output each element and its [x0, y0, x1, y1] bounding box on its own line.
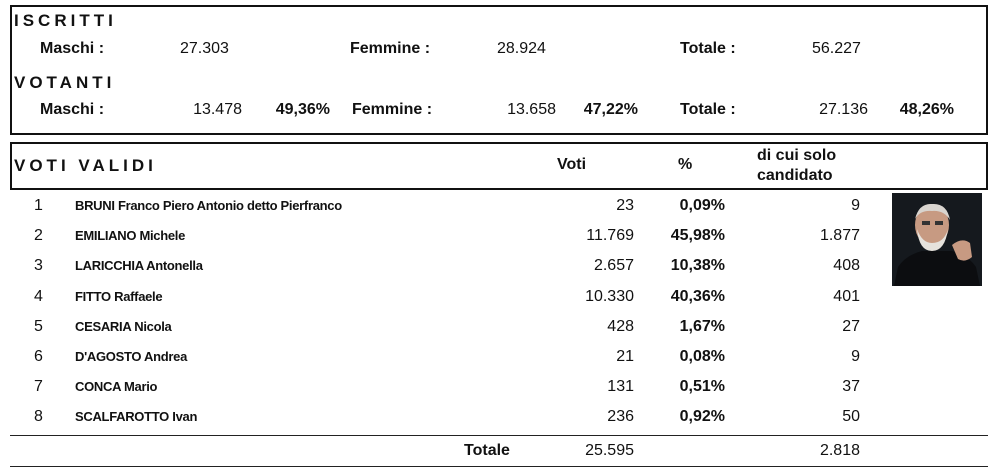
- votanti-totale-pct: 48,26%: [899, 101, 954, 118]
- candidate-votes: 10.330: [585, 288, 634, 305]
- candidate-pct: 0,08%: [679, 348, 725, 365]
- candidate-pct: 0,51%: [679, 378, 725, 395]
- totale-label: Totale: [464, 442, 510, 459]
- candidate-votes: 23: [616, 197, 634, 214]
- candidate-name: SCALFAROTTO Ivan: [75, 409, 198, 424]
- iscritti-maschi-value: 27.303: [180, 40, 229, 57]
- candidate-number: 4: [34, 288, 43, 305]
- votanti-totale-label: Totale :: [680, 101, 736, 118]
- candidate-number: 8: [34, 408, 43, 425]
- iscritti-totale-label: Totale :: [680, 40, 736, 57]
- candidate-name: BRUNI Franco Piero Antonio detto Pierfranco: [75, 198, 342, 213]
- col-solo-header-2: candidato: [757, 167, 833, 184]
- candidate-number: 2: [34, 227, 43, 244]
- candidate-solo-votes: 1.877: [819, 227, 860, 244]
- candidate-number: 3: [34, 257, 43, 274]
- candidate-pct: 0,92%: [679, 408, 725, 425]
- candidate-number: 7: [34, 378, 43, 395]
- candidate-pct: 10,38%: [670, 257, 725, 274]
- candidate-votes: 11.769: [586, 227, 634, 244]
- candidate-votes: 428: [607, 318, 634, 335]
- candidate-name: D'AGOSTO Andrea: [75, 349, 187, 364]
- portrait-image: [892, 193, 982, 286]
- candidate-solo-votes: 50: [842, 408, 860, 425]
- candidate-number: 1: [34, 197, 43, 214]
- iscritti-totale-value: 56.227: [812, 40, 861, 57]
- iscritti-title: ISCRITTI: [14, 11, 117, 30]
- votanti-maschi-value: 13.478: [193, 101, 242, 118]
- votanti-totale-value: 27.136: [819, 101, 868, 118]
- total-top-rule: [10, 435, 988, 436]
- votanti-title: VOTANTI: [14, 73, 116, 92]
- votanti-maschi-pct: 49,36%: [275, 101, 330, 118]
- voti-validi-title: VOTI VALIDI: [14, 156, 157, 175]
- votanti-maschi-label: Maschi :: [40, 101, 105, 118]
- candidate-votes: 236: [607, 408, 634, 425]
- col-pct-header: %: [678, 156, 693, 173]
- candidate-solo-votes: 9: [851, 348, 860, 365]
- totale-voti: 25.595: [585, 442, 634, 459]
- candidate-name: FITTO Raffaele: [75, 289, 163, 304]
- candidate-number: 6: [34, 348, 43, 365]
- col-solo-header-1: di cui solo: [757, 147, 837, 164]
- iscritti-femmine-label: Femmine :: [350, 40, 431, 57]
- votanti-femmine-pct: 47,22%: [583, 101, 638, 118]
- candidate-name: EMILIANO Michele: [75, 228, 186, 243]
- candidate-solo-votes: 27: [842, 318, 860, 335]
- candidate-name: CONCA Mario: [75, 379, 158, 394]
- candidate-pct: 1,67%: [679, 318, 725, 335]
- candidate-pct: 40,36%: [670, 288, 725, 305]
- total-bottom-rule: [10, 466, 988, 467]
- iscritti-maschi-label: Maschi :: [40, 40, 105, 57]
- col-voti-header: Voti: [557, 156, 587, 173]
- candidate-name: CESARIA Nicola: [75, 319, 172, 334]
- votanti-femmine-value: 13.658: [507, 101, 556, 118]
- candidate-votes: 21: [616, 348, 634, 365]
- votanti-femmine-label: Femmine :: [352, 101, 433, 118]
- candidate-name: LARICCHIA Antonella: [75, 258, 203, 273]
- candidate-solo-votes: 401: [833, 288, 860, 305]
- candidate-solo-votes: 37: [842, 378, 860, 395]
- candidate-solo-votes: 408: [833, 257, 860, 274]
- candidate-votes: 2.657: [593, 257, 634, 274]
- candidate-votes: 131: [607, 378, 634, 395]
- totale-solo: 2.818: [819, 442, 860, 459]
- candidate-solo-votes: 9: [851, 197, 860, 214]
- candidate-pct: 45,98%: [670, 227, 725, 244]
- candidate-number: 5: [34, 318, 43, 335]
- candidate-pct: 0,09%: [679, 197, 725, 214]
- iscritti-femmine-value: 28.924: [497, 40, 546, 57]
- candidate-photo: [892, 193, 982, 286]
